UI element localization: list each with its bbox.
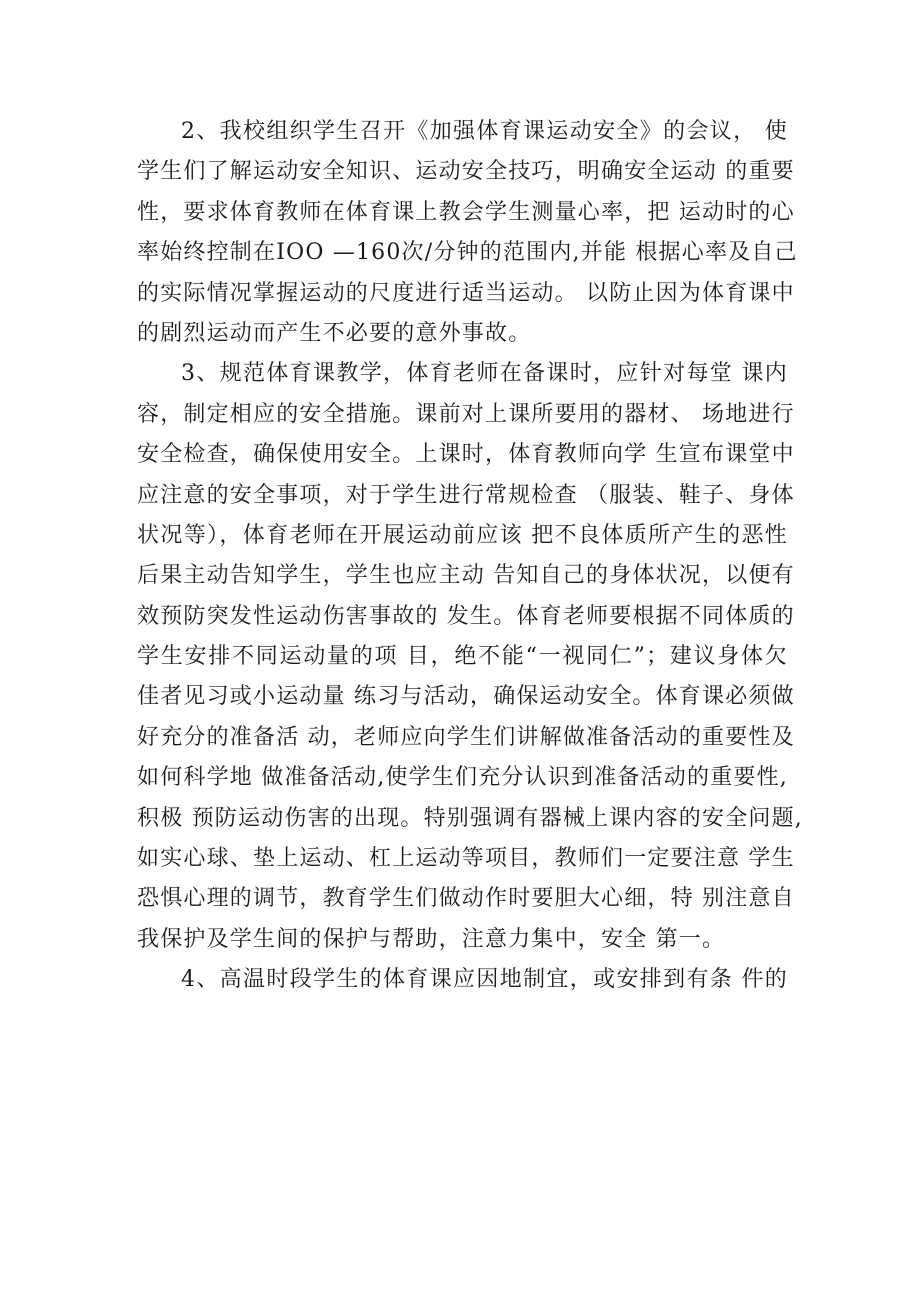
text-line: 效预防突发性运动伤害事故的 发生。体育老师要根据不同体质的 xyxy=(137,603,795,629)
text-line: 的剧烈运动而产生不必要的意外事故。 xyxy=(137,320,532,346)
text-line: 好充分的准备活 动，老师应向学生们讲解做准备活动的重要性及 xyxy=(137,724,795,750)
document-body xyxy=(137,112,803,1001)
text-line: 如实心球、垫上运动、杠上运动等项目，教师们一定要注意 学生 xyxy=(137,846,795,872)
text-line: 佳者见习或小运动量 练习与活动，确保运动安全。体育课必须做 xyxy=(137,684,795,710)
text-line: 积极 预防运动伤害的出现。特别强调有器械上课内容的安全问题, xyxy=(137,805,803,831)
text-line: 学生们了解运动安全知识、运动安全技巧，明确安全运动 的重要 xyxy=(137,159,795,185)
paragraph-2 xyxy=(137,112,798,354)
text-line: 状况等），体育老师在开展运动前应该 把不良体质所产生的恶性 xyxy=(137,522,788,548)
text-line: 性，要求体育教师在体育课上教会学生测量心率，把 运动时的心 xyxy=(137,199,795,225)
text-line: 2、我校组织学生召开《加强体育课运动安全》的会议， 使 xyxy=(181,119,788,144)
text-line: 学生安排不同运动量的项 目，绝不能“一视同仁”；建议身体欠 xyxy=(137,644,788,670)
text-line: 恐惧心理的调节，教育学生们做动作时要胆大心细，特 别注意自 xyxy=(137,886,795,912)
text-line: 的实际情况掌握运动的尺度进行适当运动。 以防止因为体育课中 xyxy=(137,280,795,306)
text-line: 3、规范体育课教学，体育老师在备课时，应针对每堂 课内 xyxy=(181,361,788,387)
text-line: 率始终控制在IOO —160次/分钟的范围内,并能 根据心率及自己 xyxy=(137,240,798,266)
text-line: 安全检查，确保使用安全。上课时，体育教师向学 生宣布课堂中 xyxy=(137,442,795,468)
text-line: 容，制定相应的安全措施。课前对上课所要用的器材、 场地进行 xyxy=(137,401,795,427)
paragraph-4 xyxy=(137,960,788,1000)
text-line: 应注意的安全事项，对于学生进行常规检查 （服装、鞋子、身体 xyxy=(137,482,795,508)
text-line: 如何科学地 做准备活动,使学生们充分认识到准备活动的重要性, xyxy=(137,765,788,791)
text-line: 我保护及学生间的保护与帮助，注意力集中，安全 第一。 xyxy=(137,926,726,952)
paragraph-3 xyxy=(137,354,803,960)
text-line: 4、高温时段学生的体育课应因地制宜，或安排到有条 件的 xyxy=(181,967,788,993)
text-line: 后果主动告知学生，学生也应主动 告知自己的身体状况，以便有 xyxy=(137,563,795,589)
